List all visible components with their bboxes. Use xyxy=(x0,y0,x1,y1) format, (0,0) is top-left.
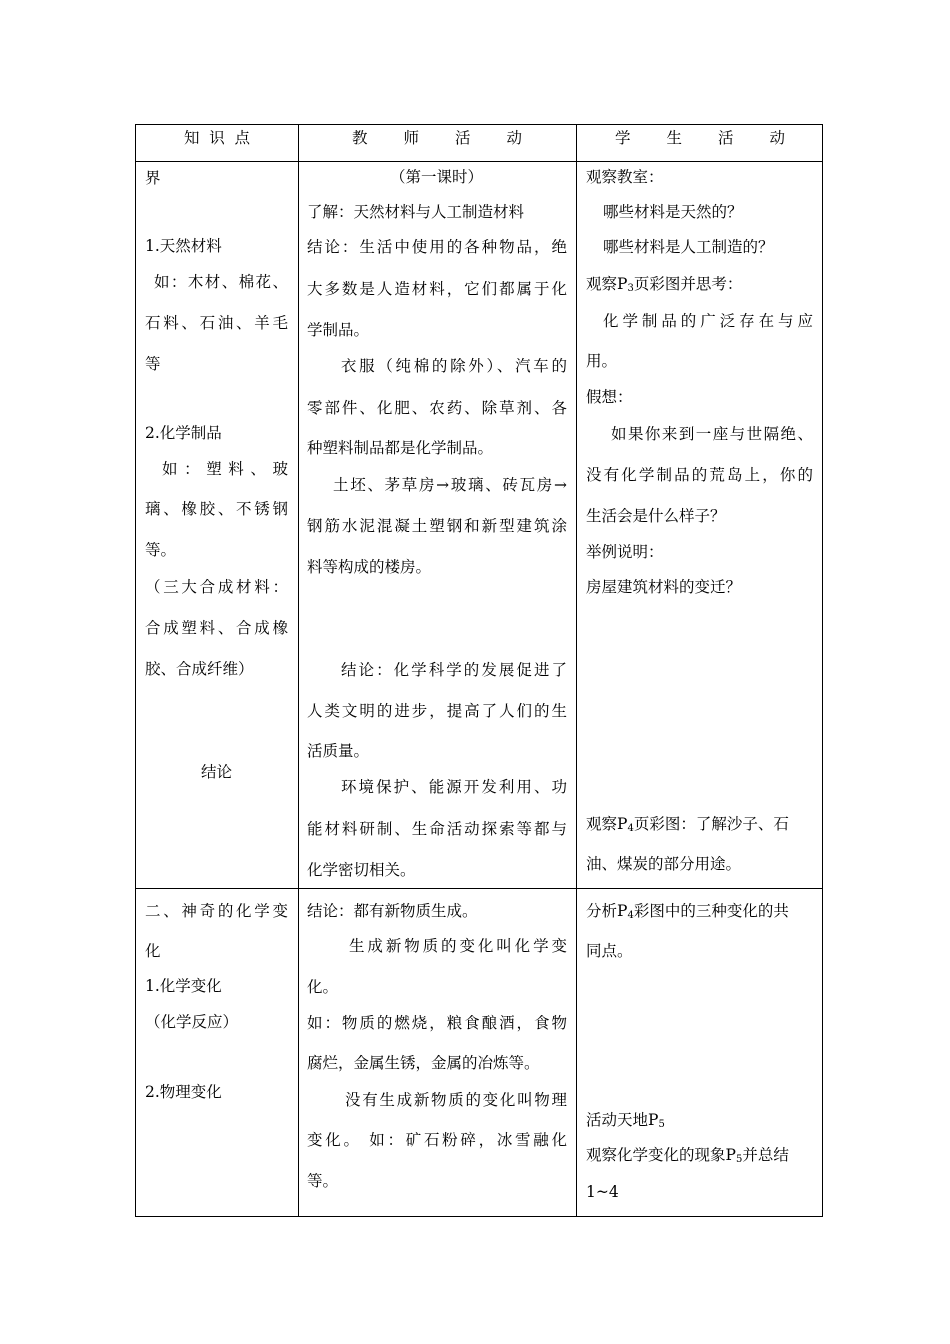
student-text: 举例说明： xyxy=(586,543,664,561)
student-question: 哪些材料是人工制造的？ xyxy=(603,238,774,256)
student-text: 观察化学变化的现象$P_5$并总结 xyxy=(586,1146,789,1165)
teacher-text: 衣服（纯棉的除外）、汽车的 xyxy=(341,357,567,375)
knowledge-heading: 2.物理变化 xyxy=(145,1083,222,1101)
student-text: 观察教室： xyxy=(586,168,664,186)
student-text: 同点。 xyxy=(586,942,633,960)
teacher-text: 钢筋水泥混凝土塑钢和新型建筑涂 xyxy=(307,517,567,535)
teacher-text: 人类文明的进步，提高了人们的生 xyxy=(307,702,567,720)
header-divider xyxy=(135,161,823,162)
teacher-text: 变化。 如：矿石粉碎，冰雪融化 xyxy=(307,1131,567,1149)
teacher-text: 料等构成的楼房。 xyxy=(307,558,432,576)
knowledge-text: 胶、合成纤维） xyxy=(145,660,254,678)
knowledge-text: 等 xyxy=(145,355,161,373)
teacher-text: 化学密切相关。 xyxy=(307,861,416,879)
teacher-conclusion: 结论：化学科学的发展促进了 xyxy=(341,661,567,679)
knowledge-text: 合成塑料、合成橡 xyxy=(145,619,288,637)
lesson-period: （第一课时） xyxy=(390,168,484,186)
column-divider xyxy=(298,124,299,1217)
student-text: 观察$P_3$页彩图并思考： xyxy=(586,275,743,294)
column-divider xyxy=(576,124,577,1217)
teacher-text: 大多数是人造材料，它们都属于化 xyxy=(307,280,567,298)
teacher-text: 种塑料制品都是化学制品。 xyxy=(307,439,494,457)
teacher-text: 土坯、茅草房→玻璃、砖瓦房→ xyxy=(333,476,567,494)
teacher-text: 生成新物质的变化叫化学变 xyxy=(349,937,567,955)
knowledge-heading: 2.化学制品 xyxy=(145,424,222,442)
teacher-text: 环境保护、能源开发利用、功 xyxy=(341,778,567,796)
section-heading: 化 xyxy=(145,942,161,960)
knowledge-text: 界 xyxy=(145,169,161,187)
knowledge-conclusion: 结论 xyxy=(201,763,233,781)
teacher-text: 等。 xyxy=(307,1172,339,1190)
teacher-conclusion: 结论：都有新物质生成。 xyxy=(307,902,478,920)
row-divider xyxy=(135,888,823,889)
teacher-text: 了解：天然材料与人工制造材料 xyxy=(307,203,525,221)
student-text: 油、煤炭的部分用途。 xyxy=(586,855,742,873)
knowledge-text: 石料、石油、羊毛 xyxy=(145,314,288,332)
student-text: 没有化学制品的荒岛上，你的 xyxy=(586,466,813,484)
knowledge-text: （三大合成材料： xyxy=(145,578,288,596)
teacher-text: 零部件、化肥、农药、除草剂、各 xyxy=(307,399,567,417)
knowledge-text: 如：塑料、玻 xyxy=(162,460,288,478)
teacher-text: 化。 xyxy=(307,978,339,996)
student-text: 如果你来到一座与世隔绝、 xyxy=(611,425,813,443)
student-question: 哪些材料是天然的？ xyxy=(603,203,743,221)
header-student: 学 生 活 动 xyxy=(615,129,785,147)
student-text: 化学制品的广泛存在与应 xyxy=(603,312,813,330)
knowledge-text: 璃、橡胶、不锈钢 xyxy=(145,500,288,518)
teacher-text: 活质量。 xyxy=(307,742,370,760)
teacher-text: 结论：生活中使用的各种物品，绝 xyxy=(307,238,567,256)
teacher-text: 腐烂，金属生锈，金属的冶炼等。 xyxy=(307,1054,540,1072)
header-knowledge: 知 识 点 xyxy=(184,129,250,147)
knowledge-text: 如：木材、棉花、 xyxy=(154,273,288,291)
knowledge-text: 等。 xyxy=(145,541,177,559)
student-text: 1~4 xyxy=(586,1183,619,1201)
student-text: 分析$P_4$彩图中的三种变化的共 xyxy=(586,902,789,921)
knowledge-text: （化学反应） xyxy=(145,1013,239,1031)
teacher-text: 没有生成新物质的变化叫物理 xyxy=(345,1091,567,1109)
header-teacher: 教 师 活 动 xyxy=(352,129,522,147)
student-text: 假想： xyxy=(586,388,633,406)
teacher-text: 如：物质的燃烧，粮食酿酒，食物 xyxy=(307,1014,567,1032)
student-text: 生活会是什么样子？ xyxy=(586,507,726,525)
section-heading: 二、神奇的化学变 xyxy=(145,902,288,920)
student-activity: 活动天地$P_5$ xyxy=(586,1111,665,1130)
knowledge-heading: 1.化学变化 xyxy=(145,977,222,995)
teacher-text: 学制品。 xyxy=(307,321,370,339)
student-text: 观察$P_4$页彩图：了解沙子、石 xyxy=(586,815,789,834)
student-text: 用。 xyxy=(586,352,618,370)
knowledge-heading: 1.天然材料 xyxy=(145,237,222,255)
student-text: 房屋建筑材料的变迁？ xyxy=(586,578,742,596)
teacher-text: 能材料研制、生命活动探索等都与 xyxy=(307,820,567,838)
